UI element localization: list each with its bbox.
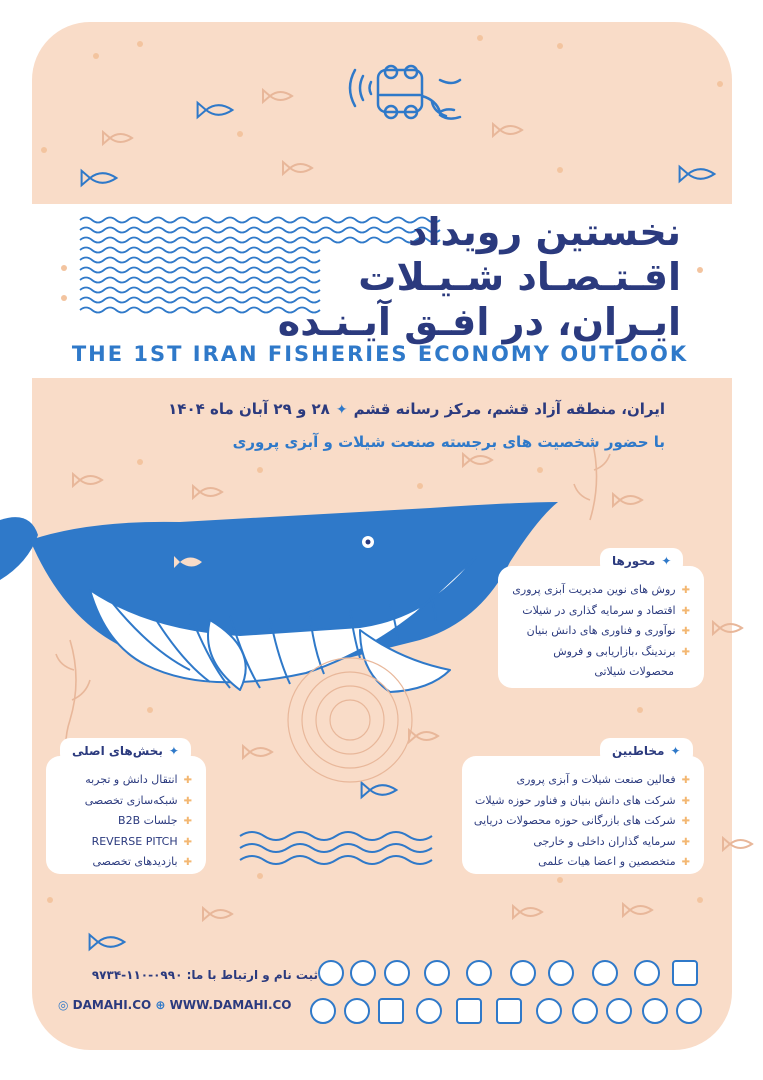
list-item: ✚فعالین صنعت شیلات و آبزی پروری	[516, 773, 690, 786]
plus-icon: ✚	[681, 605, 690, 617]
sponsor-logo	[536, 998, 562, 1024]
sponsor-logo	[378, 998, 404, 1024]
event-info-line	[168, 400, 665, 418]
dot-decoration	[61, 265, 67, 271]
fish-icon	[362, 783, 397, 797]
sponsor-logo	[510, 960, 536, 986]
list-item: ✚نوآوری و فناوری های دانش بنیان	[526, 624, 690, 637]
faint-fish-icon	[73, 474, 102, 486]
themes-card-title: ✦محورها	[600, 548, 683, 574]
dot-decoration	[637, 707, 643, 713]
plus-icon: ✚	[681, 857, 690, 868]
plus-icon: ✚	[183, 775, 192, 786]
sponsor-logo	[466, 960, 492, 986]
sponsor-logo	[676, 998, 702, 1024]
plus-icon: ✚	[681, 646, 690, 658]
list-item: ✚REVERSE PITCH	[91, 834, 192, 848]
plus-icon: ✚	[681, 585, 690, 596]
list-item: ✚متخصصین و اعضا هیات علمی	[538, 855, 690, 868]
globe-icon: ⊕	[155, 998, 166, 1012]
faint-fish-icon	[713, 622, 742, 634]
dot-decoration	[257, 467, 263, 473]
dot-decoration	[47, 897, 53, 903]
faint-fish-icon	[463, 454, 492, 466]
list-item: ✚بازدیدهای تخصصی	[92, 855, 192, 868]
list-item: ✚شرکت های دانش بنیان و فناور حوزه شیلات	[474, 793, 690, 807]
four-point-star-icon: ✦	[670, 744, 681, 758]
dot-decoration	[237, 131, 243, 137]
sponsor-logo	[416, 998, 442, 1024]
plus-icon: ✚	[183, 836, 192, 848]
plus-icon: ✚	[183, 795, 192, 807]
dot-decoration	[557, 167, 563, 173]
faint-fish-icon	[513, 906, 542, 918]
sponsor-logo	[350, 960, 376, 986]
sections-card-title: ✦بخش‌های اصلی	[60, 738, 191, 764]
plus-icon: ✚	[681, 836, 690, 848]
audience-card	[462, 756, 704, 874]
event-title-persian	[261, 210, 681, 345]
plus-icon: ✚	[183, 857, 192, 868]
list-item: ✚روش های نوین مدیریت آبزی پروری	[512, 583, 690, 596]
sponsor-logo	[592, 960, 618, 986]
dot-decoration	[417, 483, 423, 489]
list-item: ✚جلسات B2B	[118, 814, 192, 827]
plus-icon: ✚	[681, 816, 690, 827]
instagram-handle[interactable]: DAMAHI.CO	[72, 998, 152, 1012]
faint-fish-icon	[723, 838, 752, 850]
sponsor-logo	[672, 960, 698, 986]
list-item: ✚انتقال دانش و تجربه	[85, 773, 192, 786]
event-title-english: THE 1ST IRAN FISHERIES ECONOMY OUTLOOK	[71, 342, 689, 366]
sponsor-logo	[496, 998, 522, 1024]
bottom-waves-icon	[240, 832, 432, 864]
plus-icon: ✚	[183, 816, 192, 827]
footer-links	[58, 998, 292, 1012]
plus-icon: ✚	[681, 626, 690, 637]
dot-decoration	[537, 467, 543, 473]
sponsor-logo	[384, 960, 410, 986]
four-point-star-icon: ✦	[661, 554, 672, 568]
dot-decoration	[557, 43, 563, 49]
dot-decoration	[147, 707, 153, 713]
sponsor-logo	[606, 998, 632, 1024]
dot-decoration	[93, 53, 99, 59]
sponsor-logo	[456, 998, 482, 1024]
website-link[interactable]: WWW.DAMAHI.CO	[169, 998, 292, 1012]
faint-fish-icon	[203, 908, 232, 920]
dot-decoration	[137, 41, 143, 47]
four-point-star-icon: ✦	[168, 744, 179, 758]
faint-fish-icon	[103, 132, 132, 144]
faint-fish-icon	[193, 486, 222, 498]
whale-icon	[0, 502, 558, 692]
dot-decoration	[697, 267, 703, 273]
registration-contact: ثبت نام و ارتباط با ما: ۰۹۹۰-۱۱۰-۹۷۳۴	[91, 968, 318, 982]
faint-fish-icon	[613, 494, 642, 506]
four-point-star-icon: ✦	[335, 402, 348, 418]
fish-icon	[90, 935, 125, 949]
sponsor-logo	[344, 998, 370, 1024]
plus-icon: ✚	[681, 795, 690, 807]
title-line-3: ایـران، در افـق آیـنـده	[277, 300, 681, 344]
faint-fish-icon	[409, 730, 438, 742]
list-item: ✚شرکت های بازرگانی حوزه محصولات دریایی	[473, 814, 690, 827]
rov-robot-icon	[350, 66, 460, 119]
dot-decoration	[61, 295, 67, 301]
dot-decoration	[257, 873, 263, 879]
themes-list	[512, 580, 690, 682]
fish-icon	[198, 103, 233, 117]
title-line-2: اقـتـصـاد شـیـلات	[358, 255, 681, 299]
list-item: ✚شبکه‌سازی تخصصی	[84, 793, 192, 807]
sections-card	[46, 756, 206, 874]
title-line-1: نخستین رویداد	[407, 210, 681, 254]
sponsor-logo	[634, 960, 660, 986]
dot-decoration	[697, 897, 703, 903]
event-date: ۲۸ و ۲۹ آبان ماه ۱۴۰۴	[168, 400, 330, 418]
sponsor-logo	[572, 998, 598, 1024]
audience-list	[474, 770, 690, 873]
plus-icon: ✚	[681, 775, 690, 786]
sponsor-logo	[424, 960, 450, 986]
faint-fish-icon	[283, 162, 312, 174]
event-location: ایران، منطقه آزاد قشم، مرکز رسانه قشم	[353, 400, 665, 418]
event-subtitle: با حضور شخصیت های برجسته صنعت شیلات و آبزی پروری	[232, 433, 665, 451]
audience-card-title: ✦مخاطبین	[600, 738, 693, 764]
faint-fish-icon	[623, 904, 652, 916]
fish-icon	[82, 171, 117, 185]
sections-list	[85, 770, 192, 873]
faint-fish-icon	[243, 746, 272, 758]
list-item: محصولات شیلاتی	[594, 665, 674, 678]
dot-decoration	[41, 147, 47, 153]
dot-decoration	[557, 877, 563, 883]
sponsor-logo	[642, 998, 668, 1024]
dot-decoration	[137, 459, 143, 465]
list-item: ✚برندینگ ،بازاریابی و فروش	[553, 644, 690, 658]
sponsor-logo	[310, 998, 336, 1024]
faint-fish-icon	[493, 124, 522, 136]
themes-card	[498, 566, 704, 688]
faint-fish-icon	[263, 90, 292, 102]
sponsor-logo	[548, 960, 574, 986]
instagram-icon: ◎	[58, 998, 69, 1012]
list-item: ✚اقتصاد و سرمایه گذاری در شیلات	[522, 603, 690, 617]
list-item: ✚سرمایه گذاران داخلی و خارجی	[533, 834, 690, 848]
dot-decoration	[477, 35, 483, 41]
dot-decoration	[717, 81, 723, 87]
sponsor-logo	[318, 960, 344, 986]
fish-icon	[680, 167, 715, 181]
